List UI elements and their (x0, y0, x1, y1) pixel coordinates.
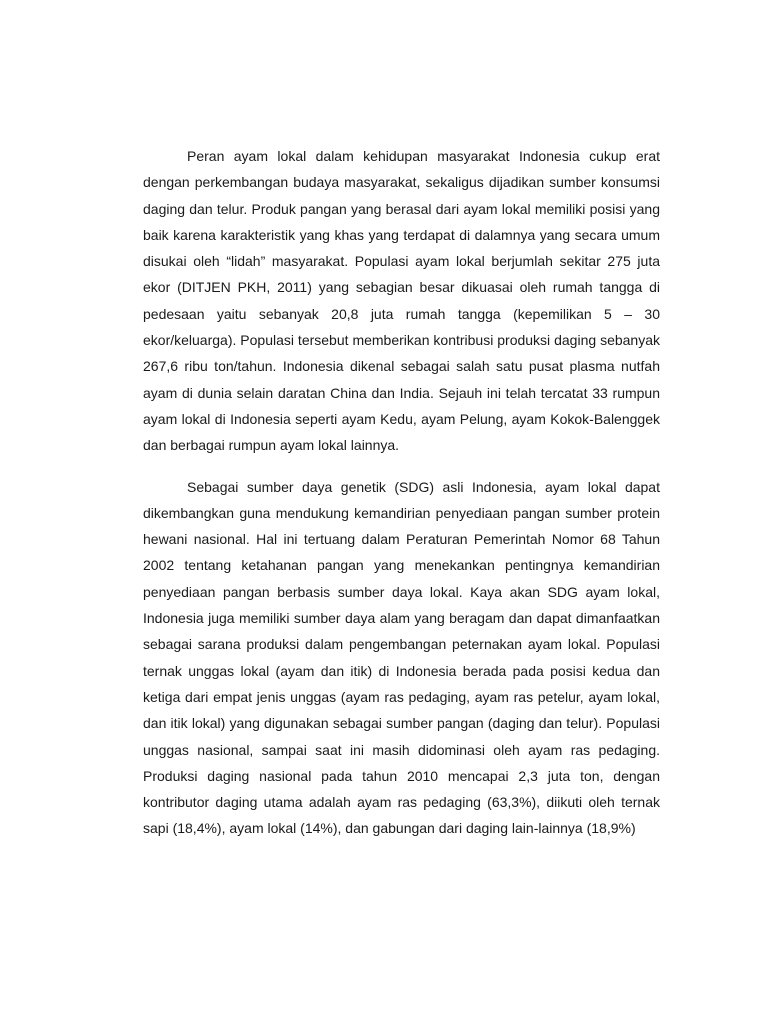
paragraph-2: Sebagai sumber daya genetik (SDG) asli Indonesia, ayam lokal dapat dikembangkan guna mendukung kemandirian penyediaan pangan sumber protein hewani nasional. Hal ini tertuang dalam Peraturan Pemerintah Nomor 68 Tahun 2002 tentang ketahanan pangan yang menekankan pentingnya kemandirian penyediaan pangan berbasis sumber daya lokal. Kaya akan SDG ayam lokal, Indonesia juga memiliki sumber daya alam yang beragam dan dapat dimanfaatkan sebagai sarana produksi dalam pengembangan peternakan ayam lokal. Populasi ternak unggas lokal (ayam dan itik) di Indonesia berada pada posisi kedua dan ketiga dari empat jenis unggas (ayam ras pedaging, ayam ras petelur, ayam lokal, dan itik lokal) yang digunakan sebagai sumber pangan (daging dan telur). Populasi unggas nasional, sampai saat ini masih didominasi oleh ayam ras pedaging. Produksi daging nasional pada tahun 2010 mencapai 2,3 juta ton, dengan kontributor daging utama adalah ayam ras pedaging (63,3%), diikuti oleh ternak sapi (18,4%), ayam lokal (14%), dan gabungan dari daging lain-lainnya (18,9%) (143, 478, 660, 837)
paragraph-1: Peran ayam lokal dalam kehidupan masyarakat Indonesia cukup erat dengan perkembangan budaya masyarakat, sekaligus dijadikan sumber konsumsi daging dan telur. Produk pangan yang berasal dari ayam lokal memiliki posisi yang baik karena karakteristik yang khas yang terdapat di dalamnya yang secara umum disukai oleh “lidah” masyarakat. Populasi ayam lokal berjumlah sekitar 275 juta ekor (DITJEN PKH, 2011) yang sebagian besar dikuasai oleh rumah tangga di pedesaan yaitu sebanyak 20,8 juta rumah tangga (kepemilikan 5 – 30 ekor/keluarga). Populasi tersebut memberikan kontribusi produksi daging sebanyak 267,6 ribu ton/tahun. Indonesia dikenal sebagai salah satu pusat plasma nutfah ayam di dunia selain daratan China dan India. Sejauh ini telah tercatat 33 rumpun ayam lokal di Indonesia seperti ayam Kedu, ayam Pelung, ayam Kokok-Balenggek dan berbagai rumpun ayam lokal lainnya. (143, 148, 660, 454)
document-body (143, 143, 660, 842)
